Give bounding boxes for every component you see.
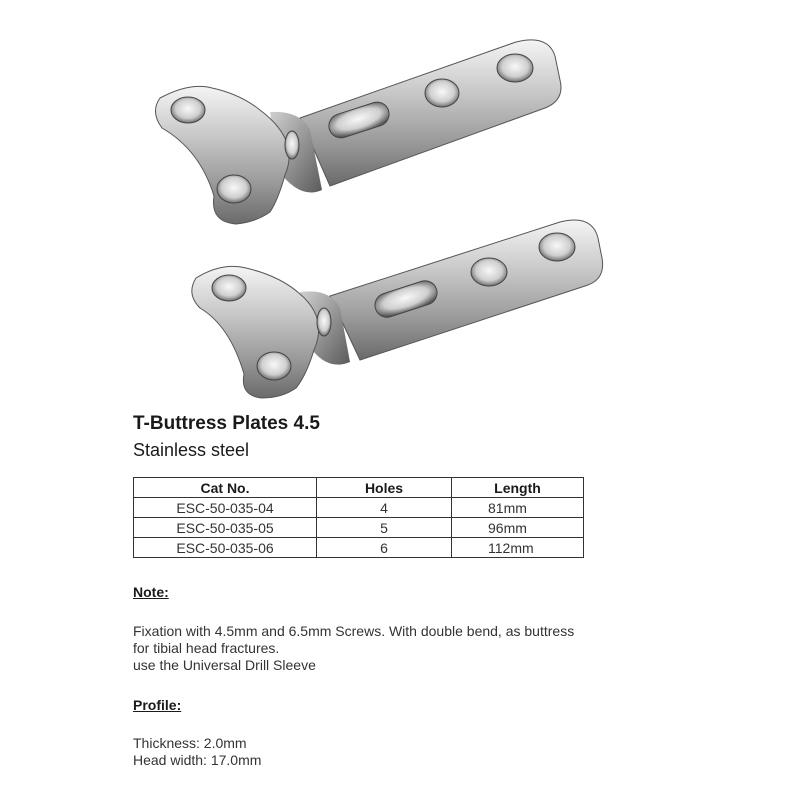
spec-table bbox=[133, 477, 584, 558]
cell-length: 112mm bbox=[452, 538, 584, 558]
cell-holes: 6 bbox=[317, 538, 452, 558]
cell-length: 96mm bbox=[452, 518, 584, 538]
plate-upper bbox=[155, 40, 561, 224]
note-line: for tibial head fractures. bbox=[133, 640, 280, 656]
profile-thickness: Thickness: 2.0mm bbox=[133, 735, 247, 751]
cell-holes: 5 bbox=[317, 518, 452, 538]
profile-text bbox=[133, 735, 261, 769]
table-row bbox=[134, 518, 584, 538]
product-material: Stainless steel bbox=[133, 440, 250, 460]
note-line: use the Universal Drill Sleeve bbox=[133, 657, 316, 673]
cell-length: 81mm bbox=[452, 498, 584, 518]
product-title: T-Buttress Plates 4.5 bbox=[133, 413, 320, 434]
table-row bbox=[134, 498, 584, 518]
note-heading: Note: bbox=[133, 584, 169, 600]
cell-holes: 4 bbox=[317, 498, 452, 518]
note-text bbox=[133, 623, 574, 674]
cell-cat-no: ESC-50-035-05 bbox=[134, 518, 317, 538]
column-header-cat-no: Cat No. bbox=[134, 478, 317, 498]
profile-head-width: Head width: 17.0mm bbox=[133, 752, 262, 768]
cell-cat-no: ESC-50-035-06 bbox=[134, 538, 317, 558]
column-header-length: Length bbox=[452, 478, 584, 498]
table-row bbox=[134, 538, 584, 558]
profile-heading: Profile: bbox=[133, 697, 182, 713]
table-header-row bbox=[134, 478, 584, 498]
cell-cat-no: ESC-50-035-04 bbox=[134, 498, 317, 518]
plate-lower bbox=[192, 220, 603, 398]
column-header-holes: Holes bbox=[317, 478, 452, 498]
note-line: Fixation with 4.5mm and 6.5mm Screws. With double bend, as buttress bbox=[133, 623, 575, 639]
